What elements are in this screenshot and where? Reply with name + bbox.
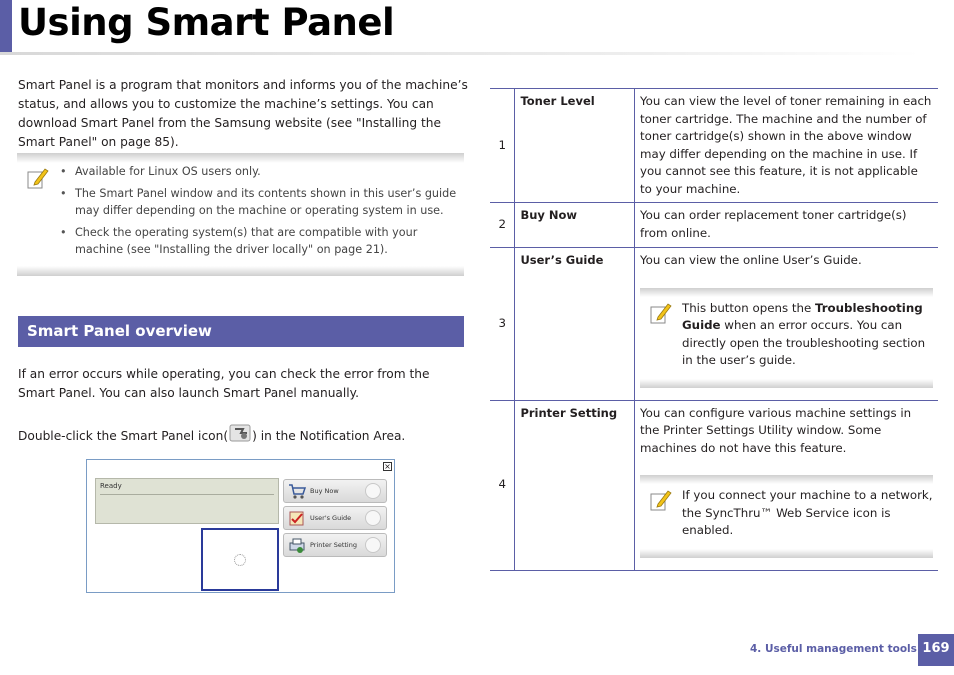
status-text: Ready (100, 482, 122, 490)
toner-indicator (234, 554, 246, 566)
table-row (490, 400, 938, 570)
feature-name: Printer Setting (515, 400, 635, 570)
note-text-bold: Troubleshooting Guide (681, 300, 923, 332)
feature-description: You can order replacement toner cartridge(s) from online. (639, 208, 907, 240)
doubleclick-text-after: ) in the Notification Area. (252, 429, 406, 443)
note-item: • Check the operating system(s) that are compatible with your machine (see "Installing the driver locally" on page 21). (75, 224, 465, 259)
note-text: when an error occurs. You can directly open the troubleshooting section in the user’s guide. (681, 318, 926, 367)
pencil-note-icon (650, 488, 672, 512)
buy-now-knob (365, 483, 381, 499)
row-number: 2 (490, 203, 515, 248)
printer-icon (288, 537, 306, 554)
note-box (17, 153, 464, 276)
table-row (490, 248, 938, 401)
row-number: 3 (490, 248, 515, 401)
note-bottom-border (640, 549, 933, 558)
feature-description-cell (634, 248, 938, 401)
table-note (640, 475, 933, 558)
chapter-label: 4. Useful management tools (750, 643, 917, 655)
feature-name: Toner Level (515, 89, 635, 203)
title-divider (0, 52, 920, 55)
note-item: • The Smart Panel window and its contents shown in this user’s guide may differ depending on the machine or operating system in use. (75, 185, 465, 220)
cart-icon (288, 483, 306, 500)
feature-description: You can configure various machine settings in the Printer Settings Utility window. Some machines do not have this feature. (639, 405, 912, 455)
note-top-border (640, 475, 933, 484)
note-top-border (640, 288, 933, 297)
intro-paragraph: Smart Panel is a program that monitors and informs you of the machine’s status, and allows you to customize the machine’s settings. You can download Smart Panel from the Samsung website (see "Installing the Smart Panel" on page 85). (18, 78, 468, 149)
error-paragraph: If an error occurs while operating, you can check the error from the Smart Panel. You can also launch Smart Panel manually. (18, 367, 430, 400)
guide-book-icon (288, 510, 306, 527)
pencil-note-icon (27, 166, 49, 190)
row-number: 1 (490, 89, 515, 203)
feature-description: You can view the level of toner remaining in each toner cartridge. The machine and the number of toner cartridge(s) shown in the above window may differ depending on the machine in use. If you cannot see this feature, it is not applicable to your machine. (639, 94, 932, 196)
smart-panel-screenshot (86, 459, 395, 593)
status-area (95, 478, 279, 524)
status-divider (100, 494, 274, 495)
printer-setting-knob (365, 537, 381, 553)
buy-now-label: Buy Now (310, 487, 339, 495)
users-guide-label: User's Guide (310, 514, 352, 522)
doubleclick-text-before: Double-click the Smart Panel icon( (18, 429, 229, 443)
users-guide-knob (365, 510, 381, 526)
table-row (490, 203, 938, 248)
pencil-note-icon (650, 301, 672, 325)
feature-description-cell (634, 400, 938, 570)
section-heading: Smart Panel overview (18, 316, 464, 347)
printer-setting-label: Printer Setting (310, 541, 357, 549)
note-text: This button opens the (681, 300, 815, 315)
feature-name: Buy Now (515, 203, 635, 248)
page-title: Using Smart Panel (18, 1, 395, 44)
note-top-border (17, 153, 464, 163)
note-text: If you connect your machine to a network, the SyncThru™ Web Service icon is enabled. (681, 488, 933, 537)
note-bottom-border (640, 379, 933, 388)
note-list (75, 163, 465, 263)
users-guide-button[interactable] (283, 506, 387, 530)
note-item: • Available for Linux OS users only. (75, 163, 465, 181)
page-number: 169 (918, 634, 954, 666)
printer-setting-button[interactable] (283, 533, 387, 557)
feature-description: You can view the online User’s Guide. (639, 253, 862, 267)
note-bottom-border (17, 266, 464, 276)
doubleclick-paragraph (18, 423, 468, 446)
row-number: 4 (490, 400, 515, 570)
table-note (640, 288, 933, 388)
buy-now-button[interactable] (283, 479, 387, 503)
feature-name: User’s Guide (515, 248, 635, 401)
title-accent-bar (0, 0, 12, 52)
smart-panel-tray-icon (228, 423, 252, 443)
features-table (490, 88, 938, 571)
close-icon[interactable]: × (384, 462, 391, 471)
toner-level-area (201, 528, 279, 591)
table-row (490, 89, 938, 203)
